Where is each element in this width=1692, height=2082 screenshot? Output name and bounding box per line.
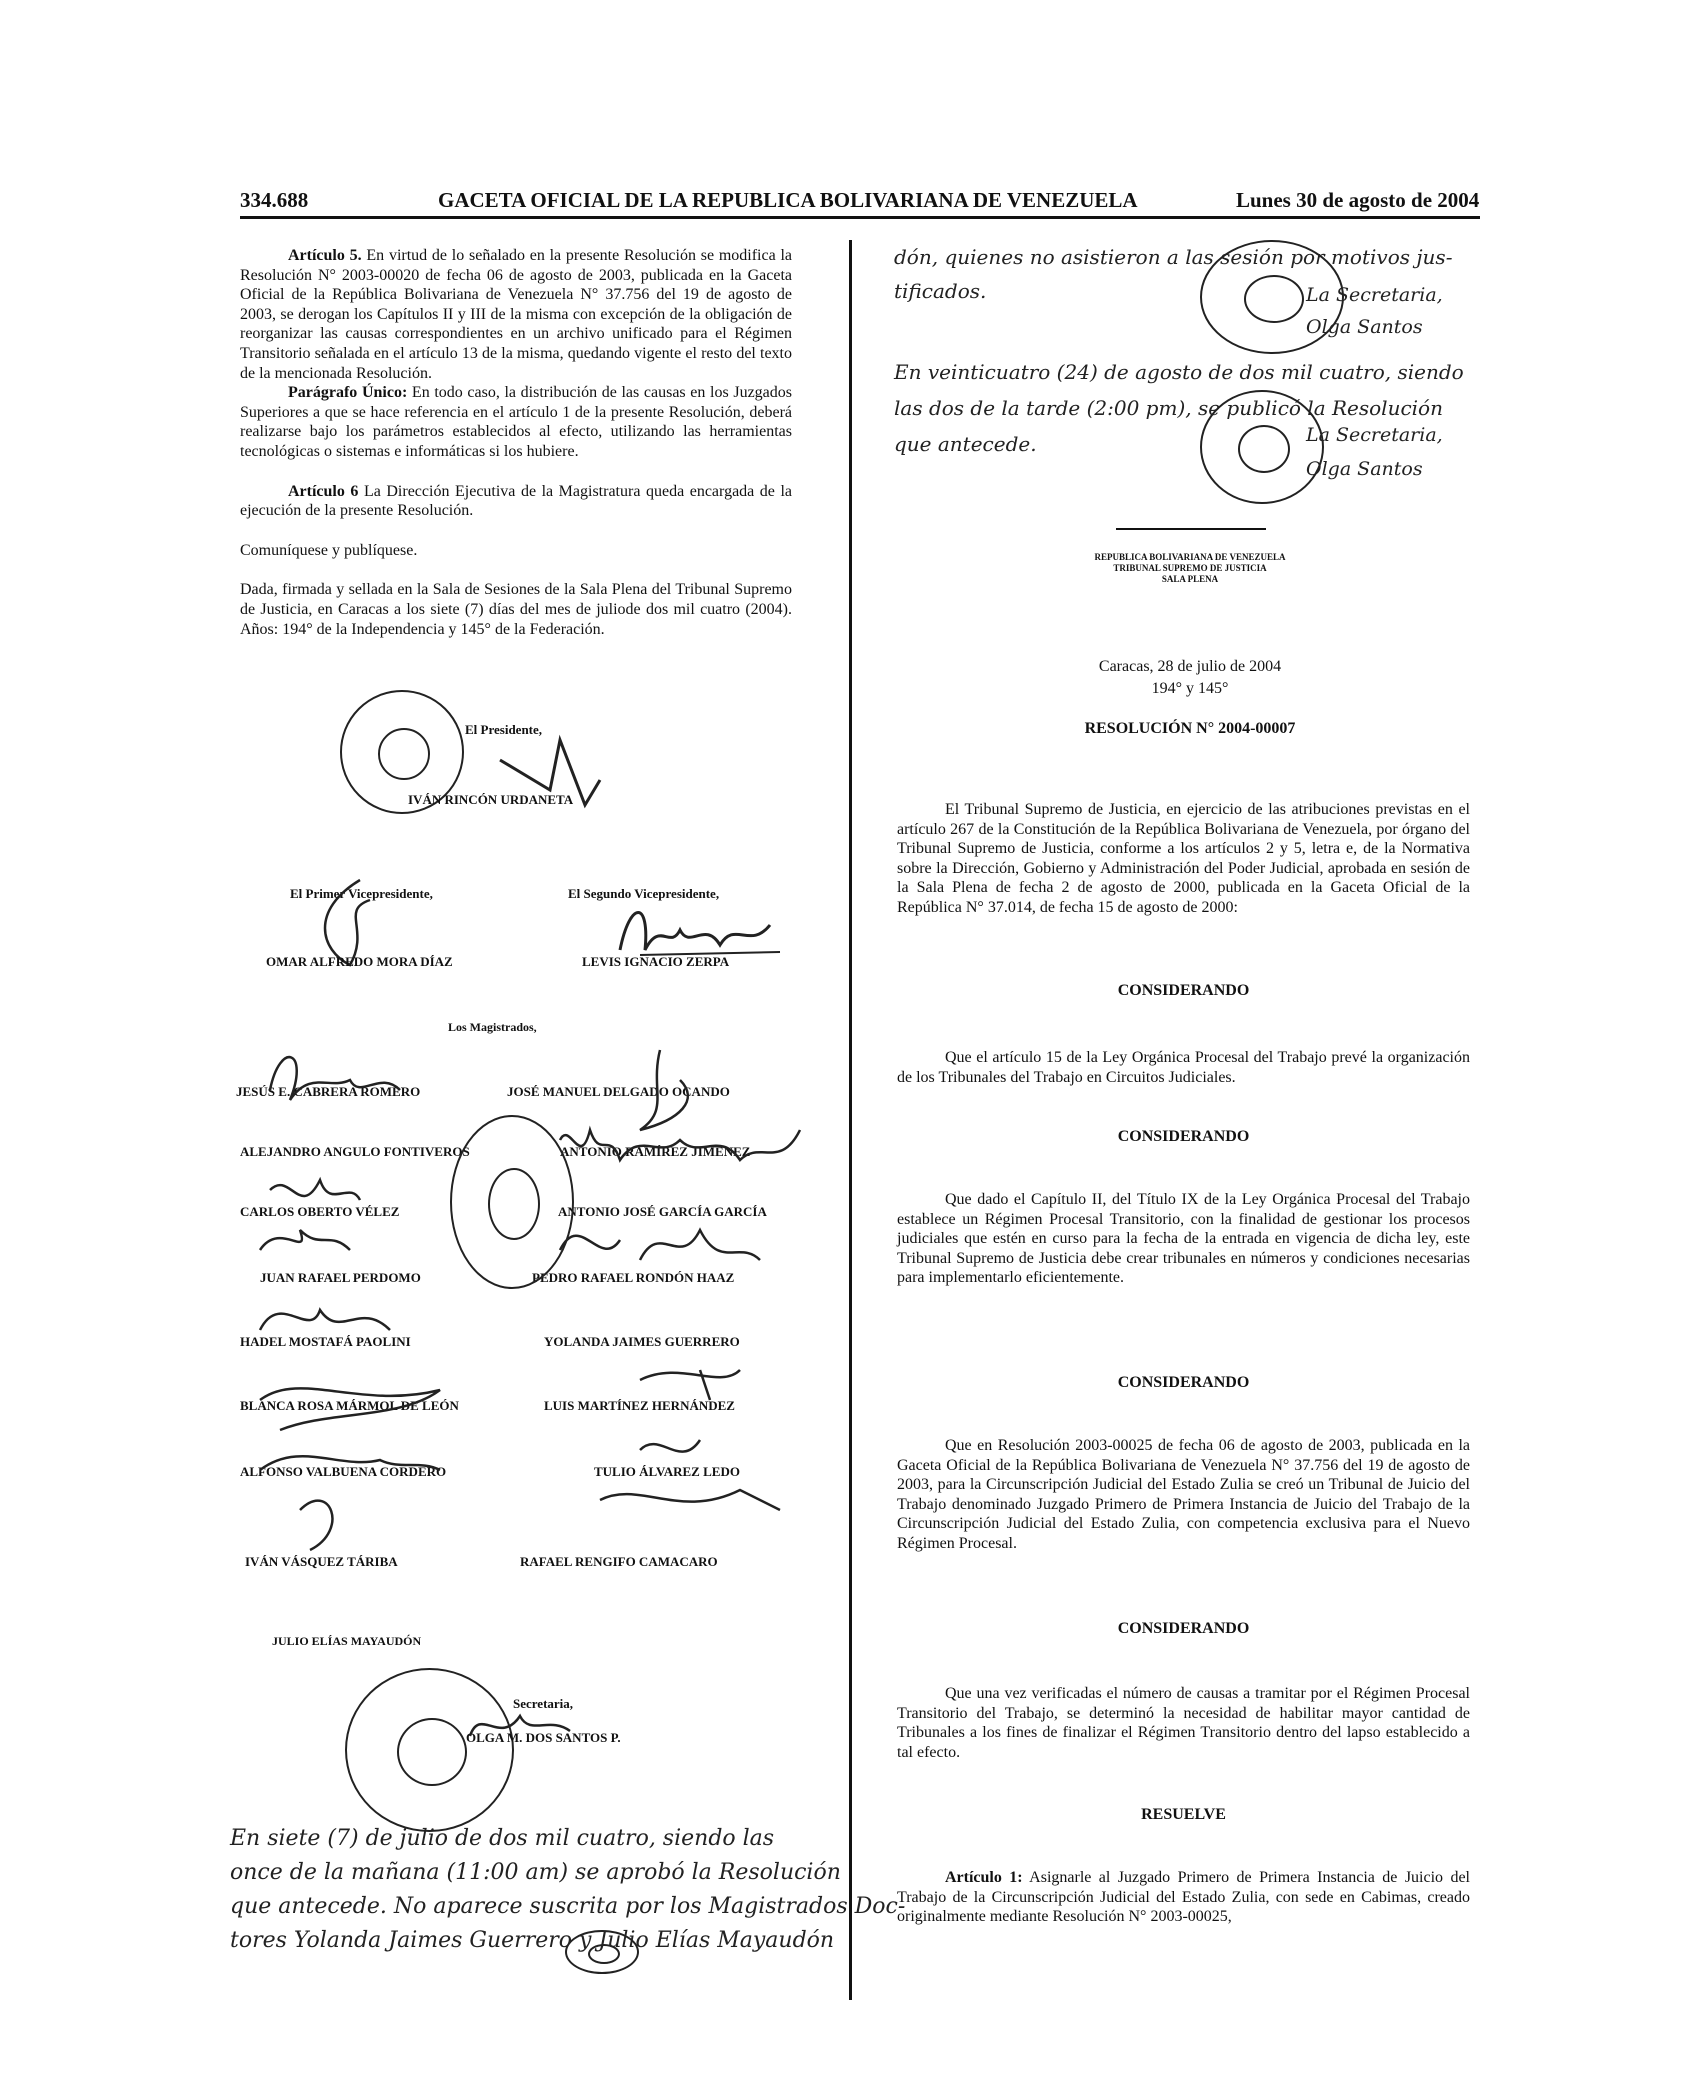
hand-top-line: dón, quienes no asistieron a las sesión por motivos jus- — [894, 245, 1453, 269]
mag-name-5: CARLOS OBERTO VÉLEZ — [240, 1204, 400, 1219]
mag-name-3: ALEJANDRO ANGULO FONTIVEROS — [240, 1144, 470, 1159]
considerando-2 — [897, 1190, 1470, 1302]
stamp-icon — [565, 1930, 639, 1974]
institution-line: TRIBUNAL SUPREMO DE JUSTICIA — [1113, 563, 1267, 573]
article-5 — [240, 246, 792, 383]
mag-name-15: IVÁN VÁSQUEZ TÁRIBA — [245, 1554, 398, 1569]
considerando-heading-4: CONSIDERANDO — [1117, 1620, 1250, 1637]
mag-name-12: LUIS MARTÍNEZ HERNÁNDEZ — [544, 1398, 735, 1413]
vp1-name: OMAR ALFREDO MORA DÍAZ — [266, 954, 453, 969]
article-6-label: Artículo 6 — [288, 482, 359, 500]
comuniquese: Comuníquese y publíquese. — [240, 541, 418, 559]
tsj-seal-icon — [1200, 390, 1324, 504]
years: 194° y 145° — [1151, 680, 1229, 697]
article-1-text: Asignarle al Juzgado Primero de Primera Instancia de Juicio del Trabajo de la Circunscripción Judicial del Estado Zulia, con sede en Cabimas, creado originalmente mediante Resolución N° 2003-00025, — [897, 1869, 1470, 1926]
tsj-seal-icon — [1200, 240, 1344, 354]
hand-mid-line: las dos de la tarde (2:00 pm), se publicó la Resolución — [894, 396, 1443, 420]
considerando-4-text: Que una vez verificadas el número de causas a tramitar por el Régimen Procesal Transitorio del Trabajo, se determinó la necesidad de habilitar mayor cantidad de Tribunales a los fines de finalizar el Régimen Transitorio dentro del lapso establecido a tal efecto. — [897, 1685, 1470, 1761]
article-1-label: Artículo 1: — [945, 1869, 1023, 1886]
mag-name-14: TULIO ÁLVAREZ LEDO — [594, 1464, 740, 1479]
considerando-1-text: Que el artículo 15 de la Ley Orgánica Procesal del Trabajo prevé la organización de los Tribunales del Trabajo en Circuitos Judiciales. — [897, 1049, 1470, 1086]
article-5-text: En virtud de lo señalado en la presente Resolución se modifica la Resolución N° 2003-00020 de fecha 06 de agosto de 2003, publicada en la Gaceta Oficial de la República Bolivariana de Venezuela N° 37.756 del 19 de agosto de 2003, se derogan los Capítulos II y III de la misma con excepción de la obligación de reorganizar las causas correspondientes en un archivo unificado para el Régimen Transitorio señalada en el artículo 13 de la misma, quedando vigente el resto del texto de la mencionada Resolución. — [240, 247, 793, 382]
intro-paragraph: El Tribunal Supremo de Justicia, en ejercicio de las atribuciones previstas en el artículo 267 de la Constitución de la República Bolivariana de Venezuela, por órgano del Tribunal Supremo de Justicia, conforme a los artículos 2 y 5, letra e, de la Normativa sobre la Dirección, Gobierno y Administración del Poder Judicial, aprobada en sesión de la Sala Plena de fecha 2 de agosto de 2000, publicada en la Gaceta Oficial de la República N° 37.014, de fecha 15 de agosto de 2000: — [897, 801, 1470, 916]
mag-name-7: JUAN RAFAEL PERDOMO — [260, 1270, 421, 1285]
hand-note-line: once de la mañana (11:00 am) se aprobó la Resolución — [230, 1860, 841, 1885]
mag-name-9: HADEL MOSTAFÁ PAOLINI — [240, 1334, 411, 1349]
considerando-3 — [897, 1436, 1470, 1568]
mag-name-last: JULIO ELÍAS MAYAUDÓN — [272, 1634, 422, 1648]
page-number: 334.688 — [240, 188, 309, 212]
gazette-title: GACETA OFICIAL DE LA REPUBLICA BOLIVARIANA DE VENEZUELA — [438, 188, 1138, 212]
paragrafo-label: Parágrafo Único: — [288, 384, 408, 402]
mag-name-6: ANTONIO JOSÉ GARCÍA GARCÍA — [558, 1204, 767, 1219]
article-5-label: Artículo 5. — [288, 247, 362, 264]
vp2-title: El Segundo Vicepresidente, — [568, 886, 720, 901]
secretaria-title: Secretaria, — [513, 1696, 574, 1711]
article-6-text: La Dirección Ejecutiva de la Magistratura queda encargada de la ejecución de la presente Resolución. — [240, 482, 792, 520]
considerando-heading-2: CONSIDERANDO — [1117, 1128, 1250, 1145]
considerando-4 — [897, 1684, 1470, 1776]
secretaria-name: OLGA M. DOS SANTOS P. — [466, 1730, 621, 1745]
secretaria-label-mid: La Secretaria, — [1306, 424, 1443, 446]
secretaria-label-top: La Secretaria, — [1306, 284, 1443, 306]
article-1-paragraph — [897, 1868, 1470, 1927]
institution-line: SALA PLENA — [1161, 574, 1219, 584]
considerando-heading-1: CONSIDERANDO — [1117, 982, 1250, 999]
presidente-name: IVÁN RINCÓN URDANETA — [408, 792, 574, 807]
sala-plena-seal-icon — [345, 1668, 514, 1832]
mag-name-10: YOLANDA JAIMES GUERRERO — [544, 1334, 740, 1349]
secretaria-signature-mid: Olga Santos — [1306, 458, 1423, 480]
issue-date: Lunes 30 de agosto de 2004 — [1236, 188, 1480, 212]
vp1-title: El Primer Vicepresidente, — [290, 886, 433, 901]
mag-name-11: BLANCA ROSA MÁRMOL DE LEÓN — [240, 1398, 459, 1413]
hand-note-line: tores Yolanda Jaimes Guerrero y Julio Elías Mayaudón — [230, 1928, 835, 1953]
right-column — [897, 800, 1470, 932]
hand-mid-line: En veinticuatro (24) de agosto de dos mil cuatro, siendo — [894, 360, 1464, 384]
considerando-2-text: Que dado el Capítulo II, del Título IX de la Ley Orgánica Procesal del Trabajo establece un Régimen Procesal Transitorio, con la finalidad de gestionar los procesos judiciales que estén en curso para la fecha de la entrada en vigencia de dicha ley, este Tribunal Supremo de Justicia debe crear tribunales en números y condiciones necesarias para implementarlo eficientemente. — [897, 1191, 1470, 1287]
header-rule — [240, 216, 1480, 219]
handwritten-approval-note — [230, 1822, 905, 1958]
paragrafo-unico — [240, 383, 792, 461]
dada-paragraph: Dada, firmada y sellada en la Sala de Sesiones de la Sala Plena del Tribunal Supremo de Justicia, en Caracas a los siete (7) días del mes de juliode dos mil cuatro (2004). Años: 194° de la Independencia y 145° de la Federación. — [240, 581, 792, 638]
place-date: Caracas, 28 de julio de 2004 — [1098, 658, 1282, 675]
mag-name-4: ANTONIO RAMÍREZ JIMÉNEZ — [560, 1144, 751, 1159]
vp2-name: LEVIS IGNACIO ZERPA — [582, 954, 730, 969]
hand-note-line: que antecede. No aparece suscrita por los Magistrados Doc- — [230, 1894, 906, 1919]
paragrafo-text: En todo caso, la distribución de las causas en los Juzgados Superiores a que se hace referencia en el artículo 1 de la presente Resolución, deberá realizarse bajo los parámetros establecidos al efecto, utilizando las herramientas tecnológicas o sistemas e informáticas si los hubiere. — [240, 384, 792, 460]
institution-block — [1000, 552, 1380, 585]
article-6 — [240, 482, 792, 521]
institution-line: REPUBLICA BOLIVARIANA DE VENEZUELA — [1094, 552, 1286, 562]
resuelve-heading: RESUELVE — [1141, 1806, 1226, 1823]
mag-name-8: PEDRO RAFAEL RONDÓN HAAZ — [532, 1270, 735, 1285]
hand-mid-line: que antecede. — [894, 432, 1037, 456]
secretaria-signature-top: Olga Santos — [1306, 316, 1423, 338]
considerando-3-text: Que en Resolución 2003-00025 de fecha 06 de agosto de 2003, publicada en la Gaceta Oficial de la República Bolivariana de Venezuela N° 37.756 del 19 de agosto de 2003, para la Circunscripción Judicial del Estado Zulia se creó un Tribunal de Juicio del Trabajo denominado Juzgado Primero de Primera Instancia de Juicio del Trabajo de la Circunscripción Judicial del Estado Zulia, con competencia exclusiva para el Nuevo Régimen Procesal. — [897, 1437, 1470, 1552]
considerando-heading-3: CONSIDERANDO — [1117, 1374, 1250, 1391]
mag-name-2: JOSÉ MANUEL DELGADO OCANDO — [507, 1084, 730, 1099]
resolution-title: RESOLUCIÓN N° 2004-00007 — [1084, 720, 1296, 737]
presidente-title: El Presidente, — [465, 722, 543, 737]
mag-name-13: ALFONSO VALBUENA CORDERO — [240, 1464, 447, 1479]
magistrados-title: Los Magistrados, — [448, 1020, 537, 1034]
mag-name-16: RAFAEL RENGIFO CAMACARO — [520, 1554, 718, 1569]
section-rule — [1116, 528, 1266, 530]
left-column — [240, 246, 792, 653]
considerando-1 — [897, 1048, 1470, 1101]
mag-name-1: JESÚS E. CABRERA ROMERO — [236, 1084, 421, 1099]
hand-note-line: En siete (7) de julio de dos mil cuatro, siendo las — [230, 1826, 775, 1851]
magistrates-signatures-icon — [240, 1030, 860, 1570]
article-1 — [897, 1868, 1470, 1941]
hand-top-line: tificados. — [894, 279, 987, 303]
